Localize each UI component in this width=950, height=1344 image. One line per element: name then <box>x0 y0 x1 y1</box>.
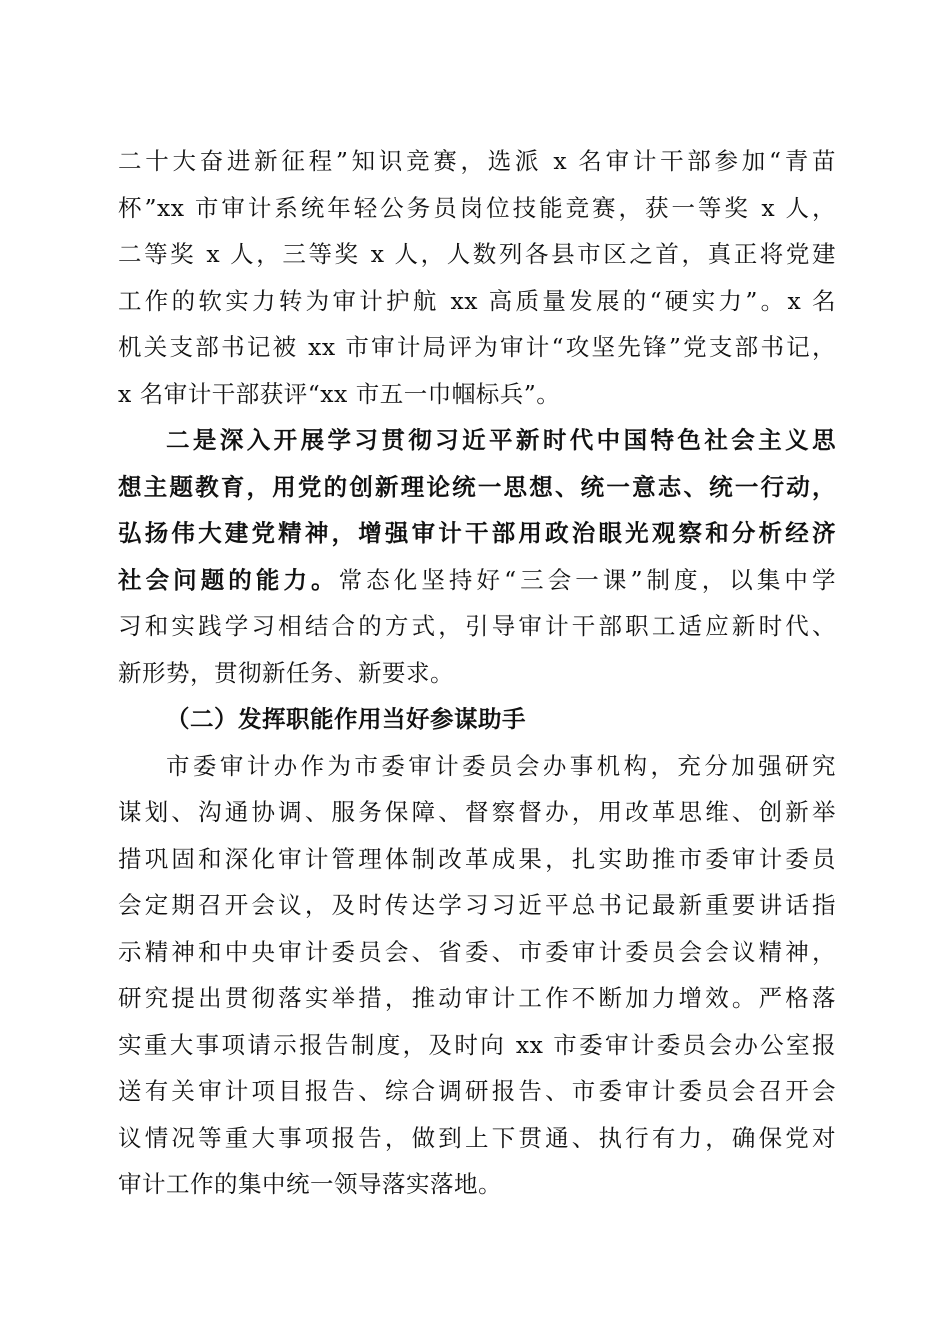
text-line: 会定期召开会议，及时传达学习习近平总书记最新重要讲话指 <box>118 891 836 919</box>
text-bold-fragment: 社会问题的能力。 <box>118 565 339 594</box>
text-line: 示精神和中央审计委员会、省委、市委审计委员会会议精神， <box>118 937 836 966</box>
text-line-bold: 想主题教育，用党的创新理论统一思想、统一意志、统一行动， <box>118 472 836 501</box>
text-line: 新形势，贯彻新任务、新要求。 <box>118 658 454 687</box>
text-line-bold: 二是深入开展学习贯彻习近平新时代中国特色社会主义思 <box>166 426 836 454</box>
document-page <box>118 138 836 1208</box>
text-line: 二十大奋进新征程”知识竞赛，选派 x 名审计干部参加“青苗 <box>118 147 836 175</box>
text-line: x 名审计干部获评“xx 市五一巾帼标兵”。 <box>118 379 561 408</box>
paragraph-theme-education <box>118 417 836 696</box>
text-line: 送有关审计项目报告、综合调研报告、市委审计委员会召开会 <box>118 1077 836 1105</box>
text-line: 谋划、沟通协调、服务保障、督察督办，用改革思维、创新举 <box>118 798 836 826</box>
section-heading-block <box>118 696 836 743</box>
text-line: 审计工作的集中统一领导落实落地。 <box>118 1170 502 1198</box>
text-line: 二等奖 x 人，三等奖 x 人，人数列各县市区之首，真正将党建 <box>118 240 836 268</box>
text-line: 实重大事项请示报告制度，及时向 xx 市委审计委员会办公室报 <box>118 1030 836 1059</box>
text-line: 研究提出贯彻落实举措，推动审计工作不断加力增效。严格落 <box>118 984 836 1012</box>
text-line: 措巩固和深化审计管理体制改革成果，扎实助推市委审计委员 <box>118 844 836 873</box>
text-line: 机关支部书记被 xx 市审计局评为审计“攻坚先锋”党支部书记， <box>118 333 836 361</box>
section-heading: （二）发挥职能作用当好参谋助手 <box>166 705 526 733</box>
text-line: 议情况等重大事项报告，做到上下贯通、执行有力，确保党对 <box>118 1123 836 1152</box>
text-line-bold: 弘扬伟大建党精神，增强审计干部用政治眼光观察和分析经济 <box>118 519 836 547</box>
text-line: 习和实践学习相结合的方式，引导审计干部职工适应新时代、 <box>118 612 836 640</box>
text-line: 杯”xx 市审计系统年轻公务员岗位技能竞赛，获一等奖 x 人， <box>118 193 836 222</box>
text-line: 市委审计办作为市委审计委员会办事机构，充分加强研究 <box>166 751 836 780</box>
text-normal-fragment: 常态化坚持好“三会一课”制度，以集中学 <box>338 565 836 594</box>
text-line: 工作的软实力转为审计护航 xx 高质量发展的“硬实力”。x 名 <box>118 286 836 315</box>
paragraph-competition-awards <box>118 138 836 417</box>
text-line-mixed <box>118 557 836 604</box>
paragraph-audit-office <box>118 743 836 1208</box>
